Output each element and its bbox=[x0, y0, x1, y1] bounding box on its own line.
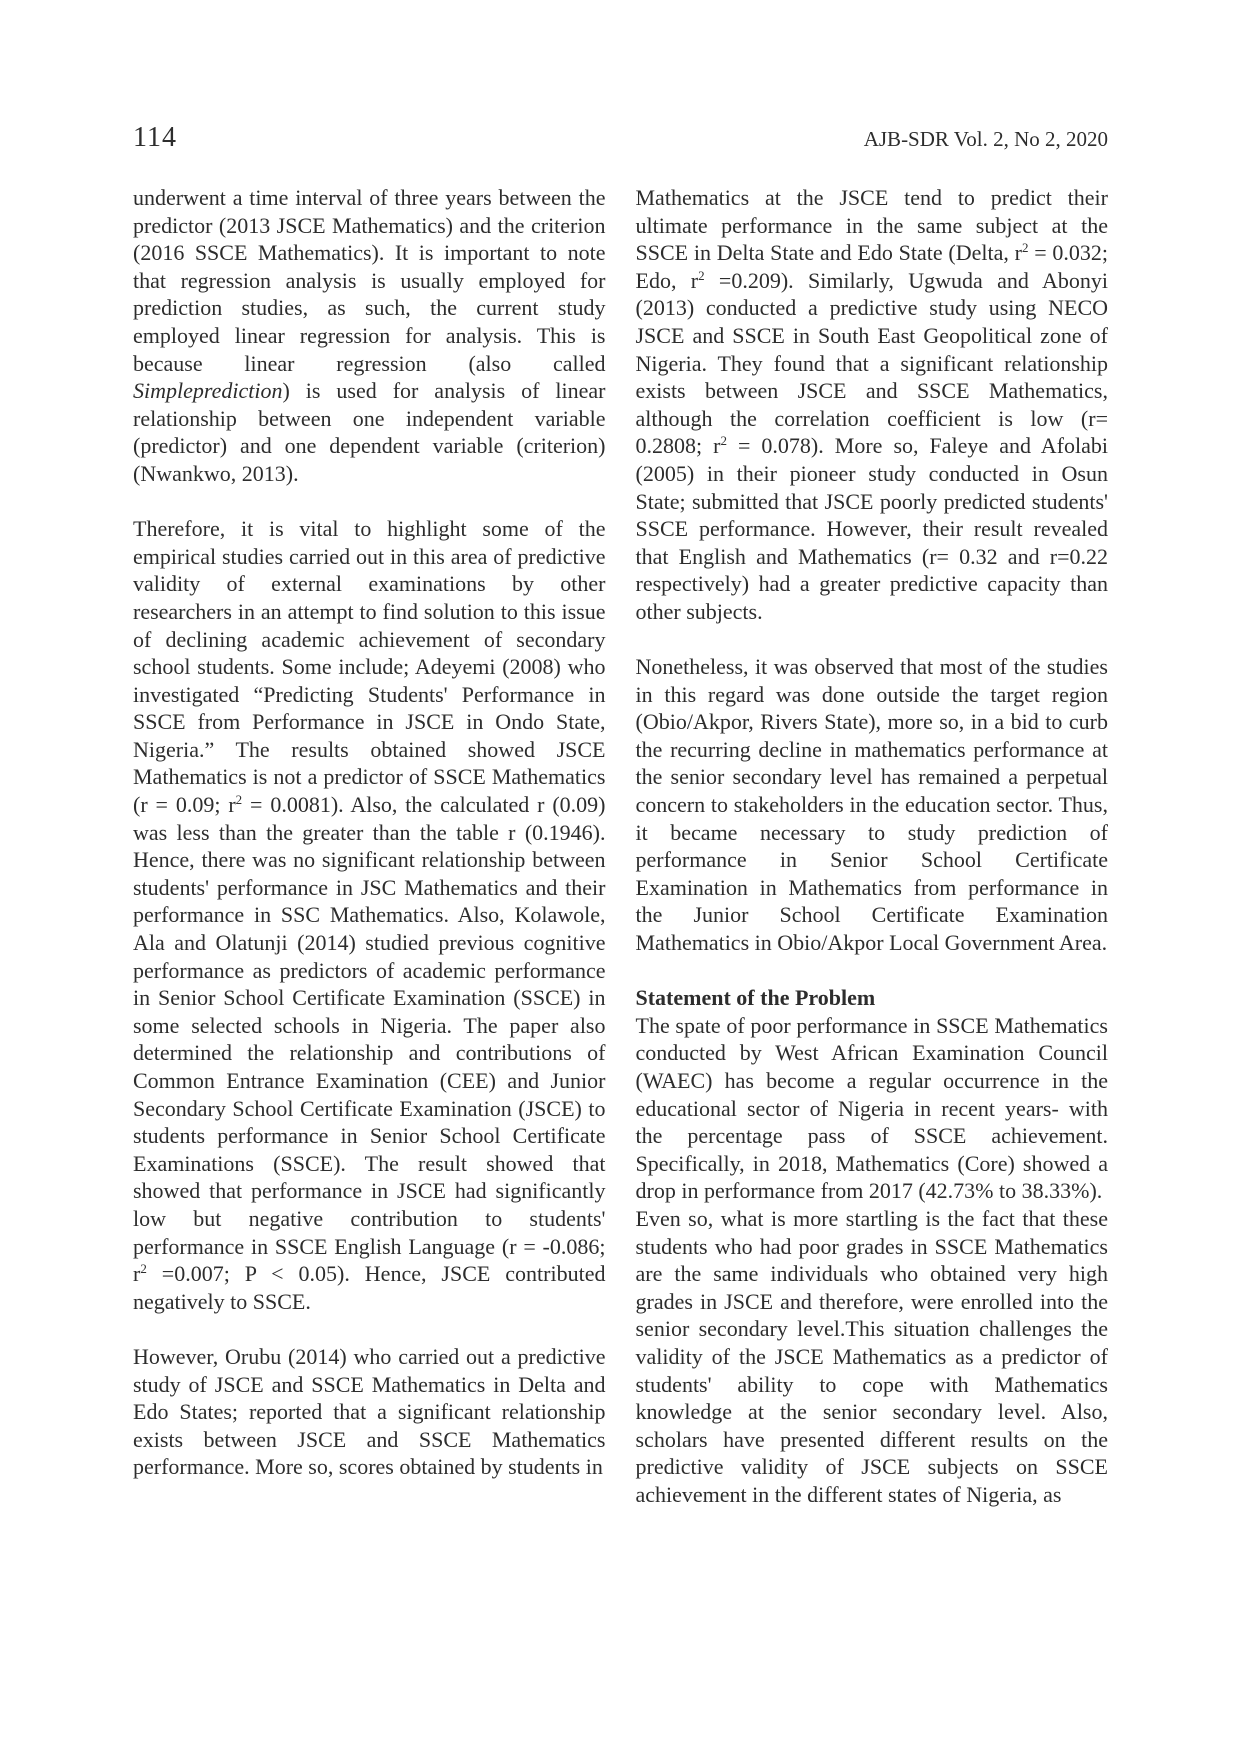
text-run: Nonetheless, it was observed that most of the studies in this regard was done outside the target region (Obio/Akpor, Rivers State), more so, in a bid to curb the recurring decline in mathematics performance at the senior secondary level has remained a perpetual concern to stakeholders in the education sector. Thus, it became necessary to study prediction of performance in Senior School Certificate Examination in Mathematics from performance in the Junior School Certificate Examination Mathematics in Obio/Akpor Local Government Area. bbox=[635, 654, 1108, 956]
text-run: = 0.078). More so, Faleye and Afolabi (2005) in their pioneer study conducted in Osun State; submitted that JSCE poorly predicted students' SSCE performance. However, their result revealed that English and Mathematics (r= 0.32 and r=0.22 respectively) had a greater predictive capacity than other subjects. bbox=[635, 433, 1108, 624]
paragraph bbox=[133, 515, 606, 1315]
paragraph bbox=[636, 184, 1109, 626]
page-number: 114 bbox=[133, 122, 177, 153]
superscript: 2 bbox=[235, 792, 243, 808]
text-run: =0.209). Similarly, Ugwuda and Abonyi (2013) conducted a predictive study using NECO JSCE and SSCE in South East Geopolitical zone of Nigeria. They found that a significant relationship exists between JSCE and SSCE Mathematics, although the correlation coefficient is low (r= 0.2808; r bbox=[635, 267, 1108, 459]
paragraph bbox=[133, 184, 606, 488]
superscript: 2 bbox=[140, 1261, 147, 1277]
superscript: 2 bbox=[720, 433, 727, 449]
article-body bbox=[133, 184, 1108, 1509]
text-run: underwent a time interval of three years between the predictor (2013 JSCE Mathematics) and the criterion (2016 SSCE Mathematics). It is important to note that regression analysis is usually employed for prediction studies, as such, the current study employed linear regression for analysis. This is because linear regression (also called bbox=[133, 185, 606, 376]
text-run: =0.007; P < 0.05). Hence, JSCE contributed negatively to SSCE. bbox=[133, 1261, 606, 1314]
text-run: Mathematics at the JSCE tend to predict their ultimate performance in the same subject at the SSCE in Delta State and Edo State (Delta, r bbox=[635, 185, 1108, 266]
text-run: = 0.032; Edo, r bbox=[635, 240, 1108, 293]
text-run: ) is used for analysis of linear relationship between one independent variable (predictor) and one dependent variable (criterion) (Nwankwo, 2013). bbox=[133, 378, 606, 486]
text-run: The spate of poor performance in SSCE Mathematics conducted by West African Examination Council (WAEC) has become a regular occurrence in the educational sector of Nigeria in recent years- with the percentage pass of SSCE achievement. Specifically, in 2018, Mathematics (Core) showed a drop in performance from 2017 (42.73% to 38.33%). bbox=[635, 1012, 1108, 1204]
paragraph bbox=[636, 1012, 1109, 1205]
text-run: However, Orubu (2014) who carried out a predictive study of JSCE and SSCE Mathematics in Delta and Edo States; reported that a significant relationship exists between JSCE and SSCE Mathematics performance. More so, scores obtained by students in bbox=[133, 1343, 606, 1480]
text-run: Therefore, it is vital to highlight some of the empirical studies carried out in this area of predictive validity of external examinations by other researchers in an attempt to find solution to this issue of declining academic achievement of secondary school students. Some include; Adeyemi (2008) who investigated “Predicting Students' Performance in SSCE from Performance in JSCE in Ondo State, Nigeria.” The results obtained showed JSCE Mathematics is not a predictor of SSCE Mathematics (r = 0.09; r bbox=[133, 516, 606, 818]
superscript: 2 bbox=[698, 267, 705, 283]
superscript: 2 bbox=[1021, 240, 1029, 256]
right-column bbox=[636, 184, 1109, 1509]
text-run: = 0.0081). Also, the calculated r (0.09) was less than the greater than the table r (0.1946). Hence, there was no significant relationship between students' performance in JSC Mathematics and their performance in SSC Mathematics. Also, Kolawole, Ala and Olatunji (2014) studied previous cognitive performance as predictors of academic performance in Senior School Certificate Examination (SSCE) in some selected schools in Nigeria. The paper also determined the relationship and contributions of Common Entrance Examination (CEE) and Junior Secondary School Certificate Examination (JSCE) to students performance in Senior School Certificate Examinations (SSCE). The result showed that showed that performance in JSCE had significantly low but negative contribution to students' performance in SSCE English Language (r = -0.086; r bbox=[133, 792, 606, 1287]
paragraph bbox=[636, 653, 1109, 957]
paragraph bbox=[133, 1343, 606, 1481]
text-run: Statement of the Problem bbox=[635, 985, 876, 1011]
left-column bbox=[133, 184, 606, 1509]
paragraph bbox=[636, 1205, 1109, 1509]
page-header bbox=[133, 122, 1108, 154]
text-run: Even so, what is more startling is the fact that these students who had poor grades in SSCE Mathematics are the same individuals who obtained very high grades in JSCE and therefore, were enrolled into the senior secondary level.This situation challenges the validity of the JSCE Mathematics as a predictor of students' ability to cope with Mathematics knowledge at the senior secondary level. Also, scholars have presented different results on the predictive validity of JSCE subjects on SSCE achievement in the different states of Nigeria, as bbox=[635, 1205, 1108, 1507]
journal-volume-header: AJB-SDR Vol. 2, No 2, 2020 bbox=[863, 127, 1108, 151]
italic-term: Simpleprediction bbox=[133, 378, 283, 404]
section-heading bbox=[636, 984, 1109, 1012]
